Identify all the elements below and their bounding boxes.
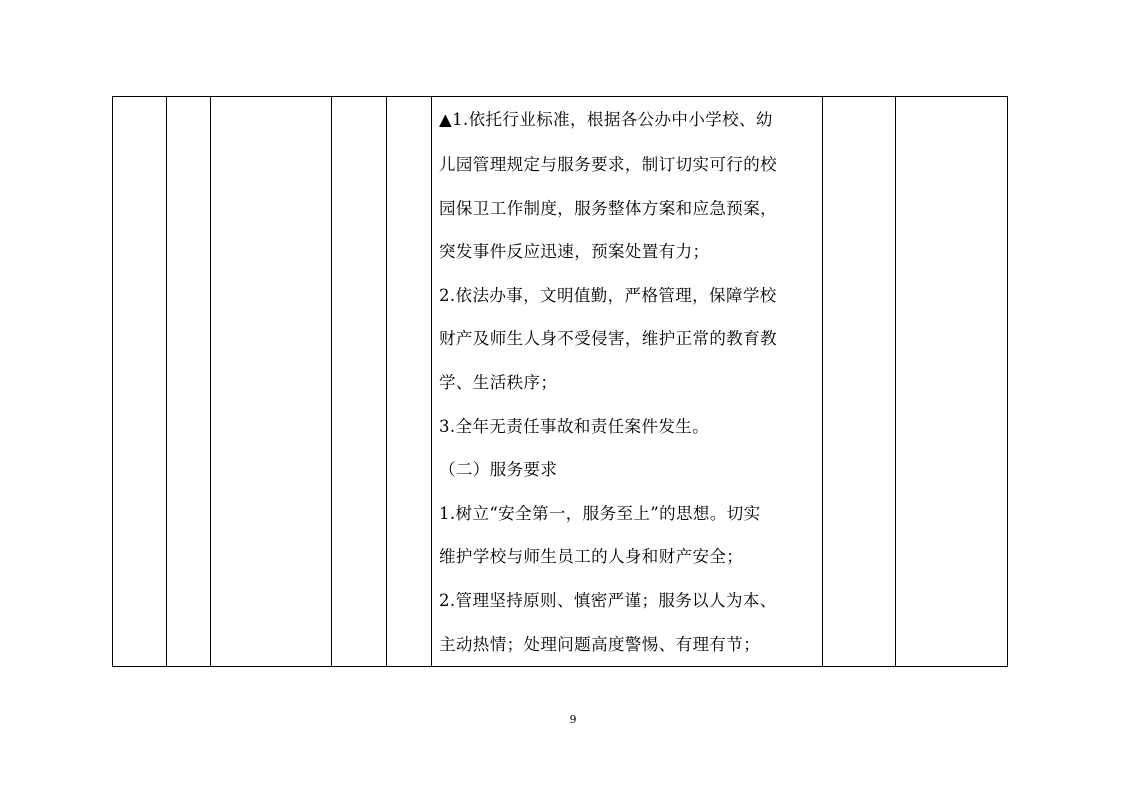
table-cell-empty-4 [332, 97, 387, 667]
content-line: 学、生活秩序； [439, 372, 558, 392]
table-cell-empty-8 [896, 97, 1008, 667]
table-cell-content [432, 97, 823, 667]
content-line: ▲1.依托行业标准，根据各公办中小学校、幼 [439, 110, 773, 129]
content-line: 主动热情；处理问题高度警惕、有理有节； [439, 634, 761, 654]
table-cell-empty-5 [387, 97, 432, 667]
requirements-table [112, 96, 1008, 667]
content-line: 财产及师生人身不受侵害，维护正常的教育教 [439, 329, 777, 349]
content-line: 突发事件反应迅速，预案处置有力； [439, 242, 710, 262]
table-cell-empty-3 [211, 97, 332, 667]
content-line: 2.管理坚持原则、慎密严谨；服务以人为本、 [439, 590, 777, 610]
content-line: 3.全年无责任事故和责任案件发生。 [439, 416, 710, 436]
page-number: 9 [569, 713, 577, 726]
table-cell-empty-2 [167, 97, 211, 667]
table-cell-empty-7 [823, 97, 896, 667]
content-line: 儿园管理规定与服务要求，制订切实可行的校 [439, 155, 777, 174]
content-line: （二）服务要求 [439, 460, 558, 480]
table-cell-empty-1 [113, 97, 167, 667]
content-line: 维护学校与师生员工的人身和财产安全； [439, 547, 744, 567]
table-row [113, 97, 1008, 667]
content-line: 园保卫工作制度，服务整体方案和应急预案， [439, 198, 777, 218]
content-line: 1.树立“安全第一，服务至上”的思想。切实 [439, 503, 761, 523]
content-line: 2.依法办事，文明值勤，严格管理，保障学校 [439, 285, 777, 305]
